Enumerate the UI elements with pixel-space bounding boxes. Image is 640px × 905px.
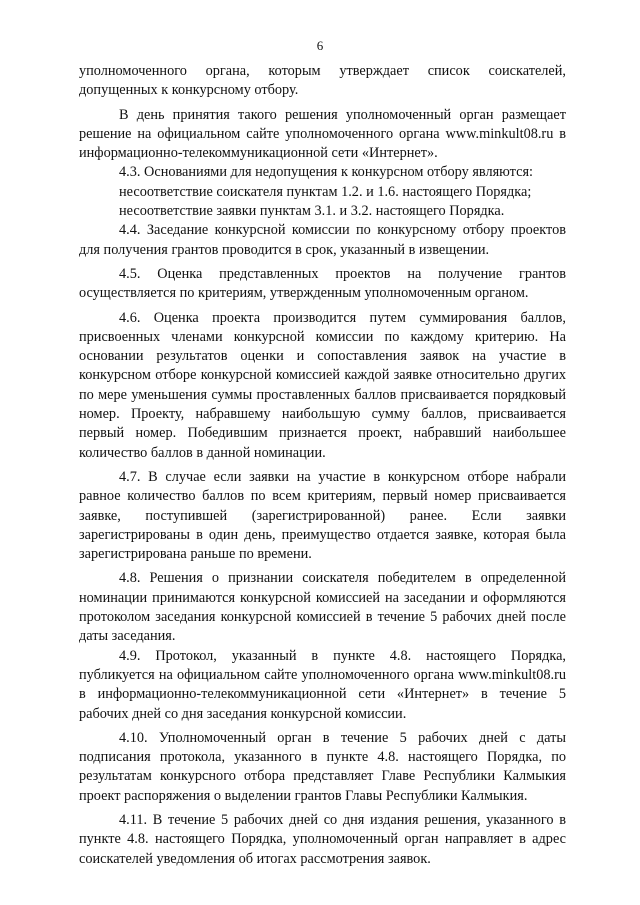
paragraph-4-8: 4.8. Решения о признании соискателя победителем в определенной номинации принимаются конкурсной комиссией на заседании и оформляются протоколом заседания конкурсной комиссией в течение 5 рабочих дней после даты заседания. — [79, 570, 566, 645]
paragraph-4-6: 4.6. Оценка проекта производится путем суммирования баллов, присвоенных членами конкурсной комиссии по каждому критерию. На основании результатов оценки и сопоставления заявок на участие в конкурсном отборе конкурсной комиссией каждой заявке относительно других по мере уменьшения суммы проставленных баллов присваивается порядковый номер. Проекту, набравшему наибольшую сумму баллов, присваивается первый номер. Победившим признается проект, набравший наибольшее количество баллов в данной номинации. — [79, 309, 566, 461]
paragraph-4-10: 4.10. Уполномоченный орган в течение 5 рабочих дней с даты подписания протокола, указанного в пункте 4.8. настоящего Порядка, по результатам конкурсного отбора представляет Главе Республики Калмыкия проект распоряжения о выделении грантов Главы Республики Калмыкия. — [79, 729, 566, 804]
paragraph-4-9: 4.9. Протокол, указанный в пункте 4.8. настоящего Порядка, публикуется на официальном сайте уполномоченного органа www.minkult08.ru в информационно-телекоммуникационной сети «Интернет» в течение 5 рабочих дней со дня заседания конкурсной комиссии. — [79, 647, 566, 722]
paragraph-4-3-item-1: несоответствие соискателя пунктам 1.2. и 1.6. настоящего Порядка; — [119, 183, 532, 200]
paragraph-4-7: 4.7. В случае если заявки на участие в конкурсном отборе набрали равное количество баллов по всем критериям, первый номер присваивается заявке, поступившей (зарегистрированной) ранее. Если заявки зарегистрированы в один день, преимущество отдается заявке, которая была зарегистрирована раньше по времени. — [79, 468, 566, 563]
paragraph-4-3: 4.3. Основаниями для недопущения к конкурсном отбору являются: — [119, 164, 533, 181]
document-body — [79, 62, 566, 869]
page-number: 6 — [316, 38, 324, 53]
paragraph-4-5: 4.5. Оценка представленных проектов на получение грантов осуществляется по критериям, утвержденным уполномоченным органом. — [79, 265, 566, 302]
paragraph-4-4: 4.4. Заседание конкурсной комиссии по конкурсному отбору проектов для получения грантов проводится в срок, указанный в извещении. — [79, 222, 566, 258]
paragraph-publication: В день принятия такого решения уполномоченный орган размещает решение на официальном сайте уполномоченного органа www.minkult08.ru в информационно-телекоммуникационной сети «Интернет». — [79, 106, 566, 162]
paragraph-4-11: 4.11. В течение 5 рабочих дней со дня издания решения, указанного в пункте 4.8. настоящего Порядка, уполномоченный орган направляет в адрес соискателей уведомления об итогах рассмотрения заявок. — [79, 811, 566, 867]
paragraph-4-3-item-2: несоответствие заявки пунктам 3.1. и 3.2. настоящего Порядка. — [119, 203, 505, 220]
paragraph-continuation: уполномоченного органа, которым утверждает список соискателей, допущенных к конкурсному отбору. — [79, 63, 566, 99]
